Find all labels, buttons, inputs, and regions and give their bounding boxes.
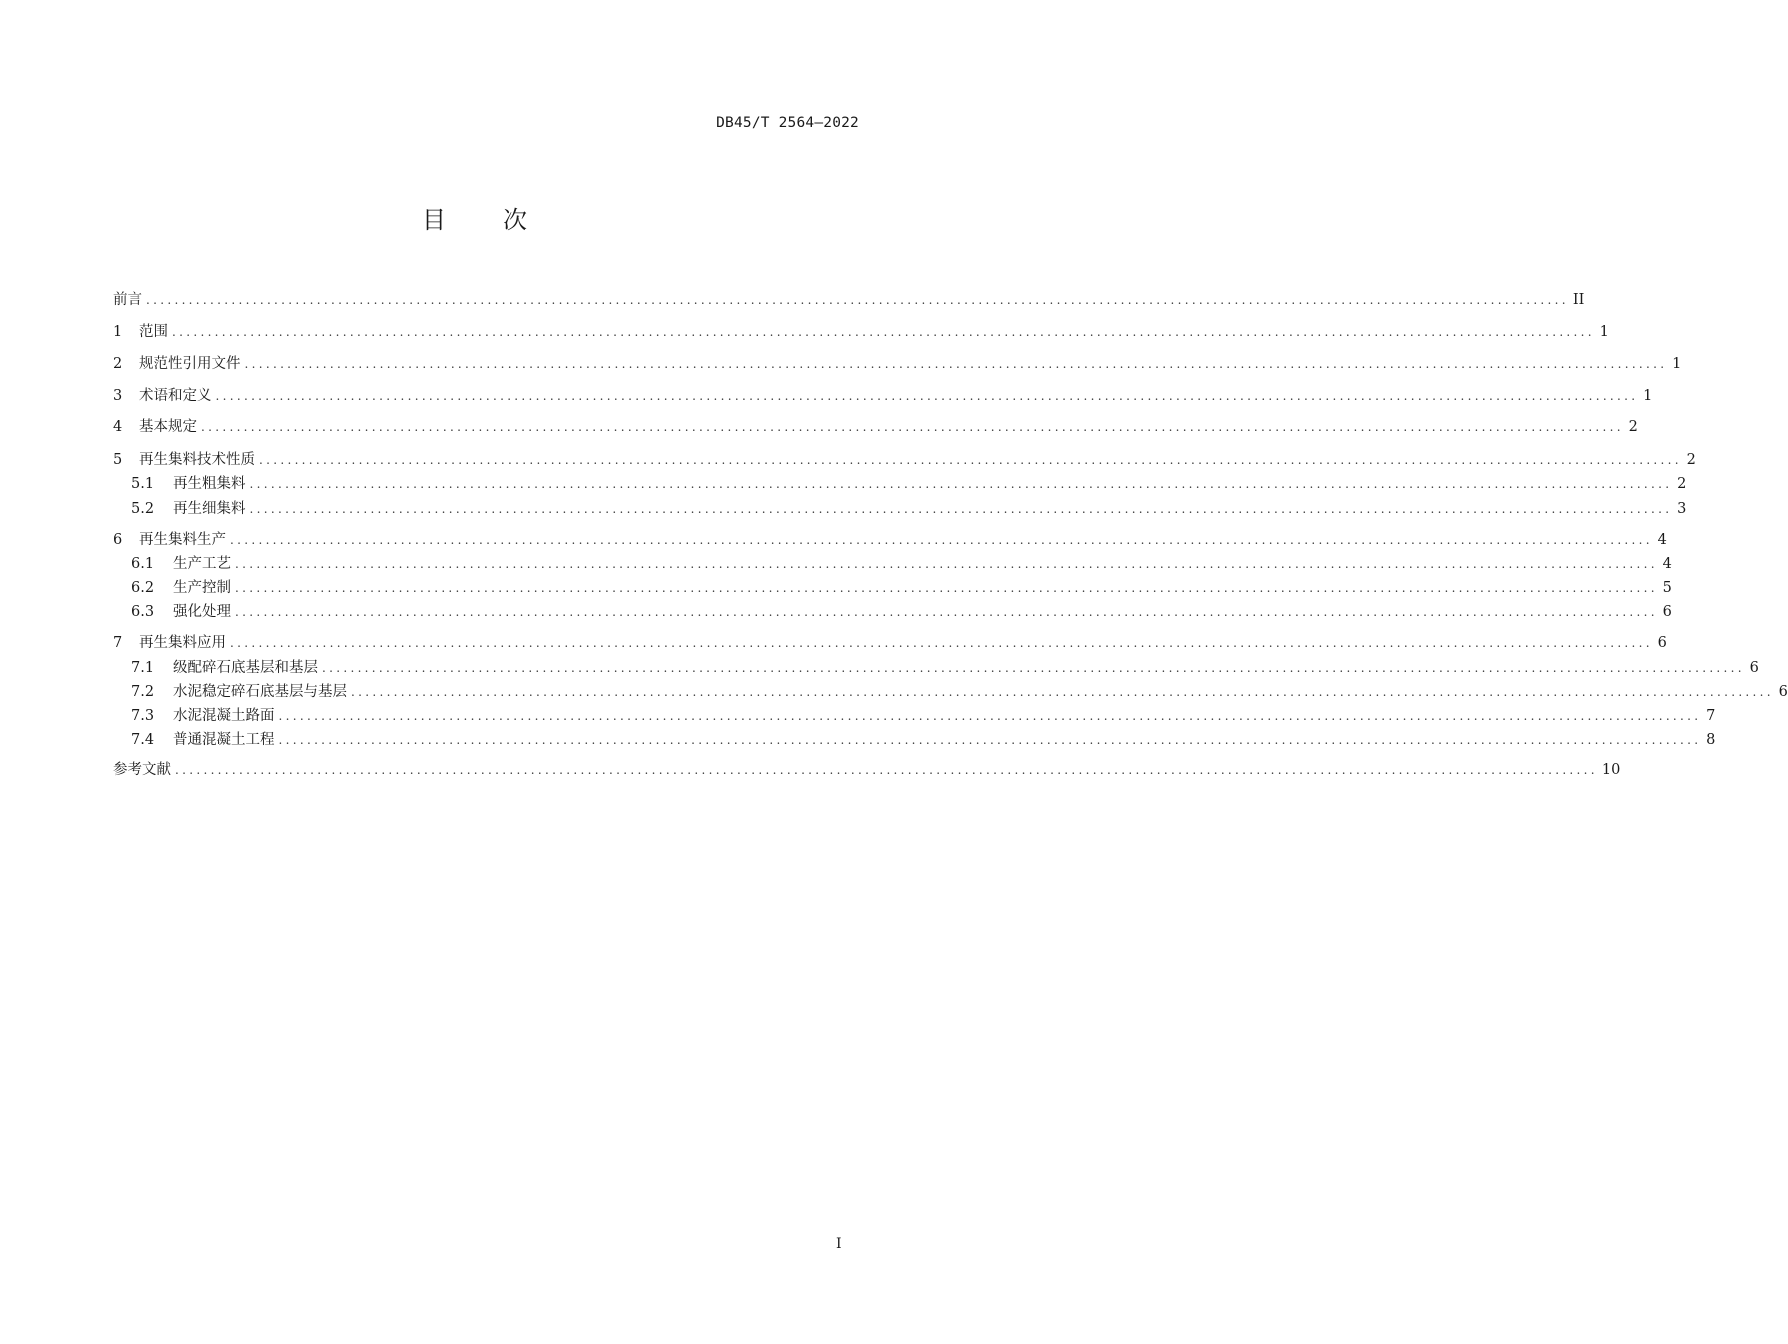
toc-leader-dots: ........................................................................................................................................................................................................ <box>235 557 1658 571</box>
toc-label: 级配碎石底基层和基层 <box>173 660 318 676</box>
toc-number: 7 <box>113 635 123 651</box>
toc-page-number: 6 <box>1778 684 1788 700</box>
toc-number: 7.3 <box>131 708 155 724</box>
page-number: I <box>836 1236 842 1252</box>
toc-leader-dots: ........................................................................................................................................................................................................ <box>235 581 1658 595</box>
toc-leader-dots: ........................................................................................................................................................................................................ <box>249 502 1673 516</box>
toc-page-number: 6 <box>1749 660 1759 676</box>
toc-page-number: 6 <box>1657 635 1667 651</box>
toc-page-number: 2 <box>1628 419 1638 435</box>
toc-page-number: 2 <box>1677 476 1687 492</box>
toc-page-number: 1 <box>1672 356 1682 372</box>
toc-label: 前言 <box>113 292 142 308</box>
toc-label: 生产工艺 <box>173 556 231 572</box>
toc-entry-fine-aggregate[interactable] <box>113 499 1687 519</box>
toc-entry-cement-stabilized-base[interactable] <box>113 682 1788 702</box>
toc-label: 参考文献 <box>113 762 171 778</box>
toc-label: 再生集料应用 <box>139 635 226 651</box>
toc-page-number: 5 <box>1662 580 1672 596</box>
toc-label: 普通混凝土工程 <box>173 732 275 748</box>
toc-page-number: 6 <box>1662 604 1672 620</box>
toc-leader-dots: ........................................................................................................................................................................................................ <box>235 605 1658 619</box>
toc-number: 7.4 <box>131 732 155 748</box>
toc-page-number: II <box>1572 292 1585 308</box>
toc-number: 7.1 <box>131 660 155 676</box>
page-title <box>0 200 950 235</box>
toc-leader-dots: ........................................................................................................................................................................................................ <box>175 763 1598 777</box>
toc-leader-dots: ........................................................................................................................................................................................................ <box>230 636 1653 650</box>
toc-entry-graded-gravel-base[interactable] <box>113 658 1759 678</box>
title-char-1: 目 <box>422 206 447 234</box>
title-char-2: 次 <box>503 206 528 234</box>
toc-number: 4 <box>113 419 123 435</box>
toc-entry-production[interactable] <box>113 530 1667 550</box>
toc-leader-dots: ........................................................................................................................................................................................................ <box>249 477 1673 491</box>
toc-leader-dots: ........................................................................................................................................................................................................ <box>278 709 1702 723</box>
toc-entry-terms-definitions[interactable] <box>113 386 1653 406</box>
toc-number: 6.2 <box>131 580 155 596</box>
toc-number: 6.1 <box>131 556 155 572</box>
toc-number: 6 <box>113 532 123 548</box>
toc-entry-foreword[interactable] <box>113 290 1585 310</box>
toc-entry-technical-properties[interactable] <box>113 450 1696 470</box>
document-code: DB45/T 2564—2022 <box>716 115 859 131</box>
toc-number: 5.1 <box>131 476 155 492</box>
toc-number: 2 <box>113 356 123 372</box>
toc-label: 规范性引用文件 <box>139 356 241 372</box>
toc-page-number: 8 <box>1706 732 1716 748</box>
toc-entry-references[interactable] <box>113 760 1621 780</box>
toc-number: 6.3 <box>131 604 155 620</box>
toc-leader-dots: ........................................................................................................................................................................................................ <box>322 661 1745 675</box>
toc-page-number: 2 <box>1686 452 1696 468</box>
toc-leader-dots: ........................................................................................................................................................................................................ <box>201 420 1624 434</box>
toc-leader-dots: ........................................................................................................................................................................................................ <box>215 389 1639 403</box>
toc-page-number: 4 <box>1657 532 1667 548</box>
toc-number: 5 <box>113 452 123 468</box>
toc-page-number: 4 <box>1662 556 1672 572</box>
toc-number: 1 <box>113 324 123 340</box>
toc-entry-coarse-aggregate[interactable] <box>113 474 1687 494</box>
toc-leader-dots: ........................................................................................................................................................................................................ <box>351 685 1774 699</box>
toc-label: 强化处理 <box>173 604 231 620</box>
toc-leader-dots: ........................................................................................................................................................................................................ <box>172 325 1595 339</box>
toc-label: 生产控制 <box>173 580 231 596</box>
toc-number: 7.2 <box>131 684 155 700</box>
toc-entry-basic-provisions[interactable] <box>113 417 1638 437</box>
toc-label: 再生细集料 <box>173 501 246 517</box>
toc-label: 再生集料生产 <box>139 532 226 548</box>
toc-page-number: 1 <box>1643 388 1653 404</box>
toc-entry-application[interactable] <box>113 633 1667 653</box>
toc-entry-strengthening-treatment[interactable] <box>113 602 1672 622</box>
toc-page-number: 7 <box>1706 708 1716 724</box>
toc-leader-dots: ........................................................................................................................................................................................................ <box>230 533 1653 547</box>
toc-label: 水泥稳定碎石底基层与基层 <box>173 684 347 700</box>
toc-page-number: 1 <box>1599 324 1609 340</box>
toc-label: 水泥混凝土路面 <box>173 708 275 724</box>
toc-entry-production-process[interactable] <box>113 554 1672 574</box>
toc-number: 3 <box>113 388 123 404</box>
toc-entry-production-control[interactable] <box>113 578 1672 598</box>
toc-leader-dots: ........................................................................................................................................................................................................ <box>259 453 1682 467</box>
toc-label: 再生粗集料 <box>173 476 246 492</box>
toc-number: 5.2 <box>131 501 155 517</box>
toc-entry-ordinary-concrete[interactable] <box>113 730 1716 750</box>
toc-entry-cement-concrete-pavement[interactable] <box>113 706 1716 726</box>
toc-label: 范围 <box>139 324 168 340</box>
toc-leader-dots: ........................................................................................................................................................................................................ <box>278 733 1702 747</box>
toc-entry-normative-references[interactable] <box>113 354 1682 374</box>
toc-page-number: 10 <box>1601 762 1621 778</box>
toc-label: 基本规定 <box>139 419 197 435</box>
toc-page-number: 3 <box>1677 501 1687 517</box>
toc-leader-dots: ........................................................................................................................................................................................................ <box>244 357 1668 371</box>
toc-label: 再生集料技术性质 <box>139 452 255 468</box>
toc-leader-dots: ........................................................................................................................................................................................................ <box>146 293 1569 307</box>
toc-entry-scope[interactable] <box>113 322 1609 342</box>
toc-label: 术语和定义 <box>139 388 212 404</box>
